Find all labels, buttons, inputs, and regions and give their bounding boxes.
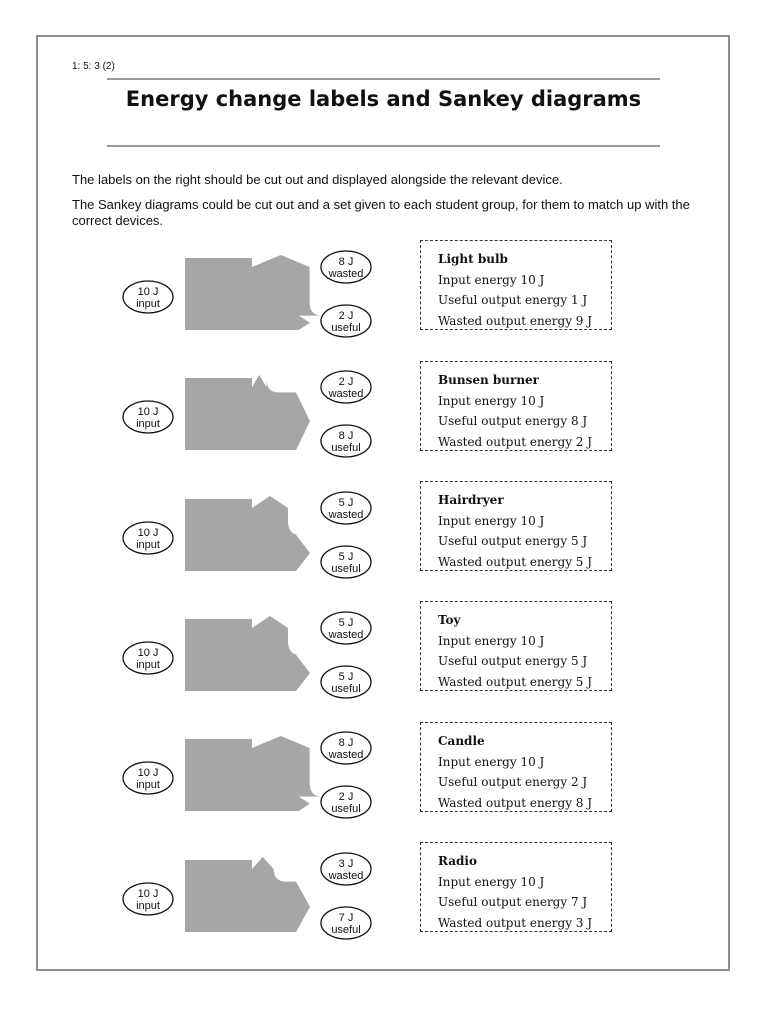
wasted-output-text: Wasted output energy 8 J [438, 795, 593, 810]
useful-output-text: Useful output energy 8 J [438, 414, 588, 428]
energy-label-candle [420, 722, 612, 812]
wasted-output-text: Wasted output energy 5 J [438, 674, 593, 689]
sankey-svg [110, 486, 380, 591]
sankey-diagram [110, 245, 380, 350]
useful-energy-bubble [321, 907, 371, 939]
input-energy-text: Input energy 10 J [438, 272, 545, 287]
input-energy-text: Input energy 10 J [438, 754, 545, 769]
input-energy-text: Input energy 10 J [438, 513, 545, 528]
wasted-output-text: Wasted output energy 5 J [438, 554, 593, 569]
wasted-energy-bubble [321, 492, 371, 524]
energy-label-toy [420, 601, 612, 691]
input-energy-text: Input energy 10 J [438, 393, 545, 408]
sankey-diagram [110, 847, 380, 952]
input-energy-bubble-text: input [136, 659, 160, 671]
wasted-energy-bubble-text: 5 J [338, 617, 354, 629]
wasted-energy-bubble-text: wasted [328, 629, 364, 641]
title-rule-top [107, 78, 660, 80]
wasted-energy-bubble-text: wasted [328, 268, 364, 280]
wasted-output-text: Wasted output energy 2 J [438, 434, 593, 449]
intro-paragraph-1: The labels on the right should be cut out and displayed alongside the relevant device. [72, 172, 563, 187]
wasted-energy-bubble-text: wasted [328, 509, 364, 521]
useful-energy-bubble-text: 5 J [338, 551, 354, 563]
wasted-energy-bubble [321, 853, 371, 885]
wasted-output-text: Wasted output energy 9 J [438, 313, 593, 328]
wasted-energy-bubble [321, 732, 371, 764]
useful-output-text: Useful output energy 5 J [438, 534, 588, 548]
input-energy-bubble-text: 10 J [137, 888, 159, 900]
wasted-energy-bubble-text: 3 J [338, 858, 354, 870]
useful-output-text: Useful output energy 7 J [438, 895, 588, 909]
sankey-svg [110, 365, 380, 470]
sankey-flow-shape [185, 736, 322, 811]
wasted-energy-bubble [321, 251, 371, 283]
useful-output-text: Useful output energy 5 J [438, 654, 588, 668]
sankey-flow-shape [185, 496, 310, 571]
page-title: Energy change labels and Sankey diagrams [125, 87, 642, 111]
device-name: Bunsen burner [438, 373, 540, 387]
input-energy-bubble [123, 281, 173, 313]
wasted-energy-bubble-text: 5 J [338, 497, 354, 509]
wasted-energy-bubble [321, 371, 371, 403]
sankey-flow-shape [185, 255, 322, 330]
useful-output-text: Useful output energy 1 J [438, 293, 588, 307]
input-energy-bubble [123, 762, 173, 794]
input-energy-bubble-text: 10 J [137, 406, 159, 418]
input-energy-bubble-text: input [136, 539, 160, 551]
useful-energy-bubble-text: 7 J [338, 912, 354, 924]
input-energy-bubble-text: input [136, 900, 160, 912]
input-energy-bubble-text: input [136, 418, 160, 430]
useful-energy-bubble-text: 8 J [338, 430, 354, 442]
useful-energy-bubble [321, 425, 371, 457]
input-energy-bubble-text: input [136, 779, 160, 791]
useful-energy-bubble-text: useful [331, 803, 361, 815]
energy-label-radio [420, 842, 612, 932]
input-energy-bubble-text: 10 J [137, 647, 159, 659]
sankey-diagram [110, 606, 380, 711]
useful-energy-bubble-text: useful [331, 563, 361, 575]
input-energy-bubble-text: 10 J [137, 767, 159, 779]
energy-label-bunsen-burner [420, 361, 612, 451]
wasted-output-text: Wasted output energy 3 J [438, 915, 593, 930]
wasted-energy-bubble-text: wasted [328, 749, 364, 761]
input-energy-text: Input energy 10 J [438, 633, 545, 648]
useful-energy-bubble-text: useful [331, 442, 361, 454]
useful-energy-bubble-text: 2 J [338, 310, 354, 322]
device-name: Toy [438, 613, 461, 627]
input-energy-bubble-text: input [136, 298, 160, 310]
input-energy-bubble-text: 10 J [137, 286, 159, 298]
input-energy-bubble [123, 883, 173, 915]
input-energy-bubble-text: 10 J [137, 527, 159, 539]
useful-energy-bubble [321, 786, 371, 818]
device-name: Radio [438, 854, 477, 868]
sankey-svg [110, 606, 380, 711]
device-name: Light bulb [438, 252, 508, 266]
sankey-svg [110, 726, 380, 831]
sankey-svg [110, 847, 380, 952]
wasted-energy-bubble-text: 8 J [338, 737, 354, 749]
energy-label-light-bulb [420, 240, 612, 330]
useful-energy-bubble-text: useful [331, 322, 361, 334]
useful-energy-bubble [321, 546, 371, 578]
useful-energy-bubble-text: 5 J [338, 671, 354, 683]
useful-energy-bubble-text: useful [331, 683, 361, 695]
input-energy-bubble [123, 401, 173, 433]
sankey-flow-shape [185, 375, 310, 450]
useful-energy-bubble [321, 305, 371, 337]
sankey-flow-shape [185, 857, 310, 932]
intro-paragraph-2: The Sankey diagrams could be cut out and a set given to each student group, for them to match up with the correct devices. [72, 197, 690, 228]
device-name: Hairdryer [438, 493, 504, 507]
energy-label-hairdryer [420, 481, 612, 571]
page-reference: 1: 5: 3 (2) [72, 61, 115, 72]
wasted-energy-bubble-text: 8 J [338, 256, 354, 268]
wasted-energy-bubble-text: wasted [328, 870, 364, 882]
sankey-diagram [110, 726, 380, 831]
useful-energy-bubble-text: useful [331, 924, 361, 936]
useful-output-text: Useful output energy 2 J [438, 775, 588, 789]
wasted-energy-bubble-text: 2 J [338, 376, 354, 388]
sankey-svg [110, 245, 380, 350]
wasted-energy-bubble-text: wasted [328, 388, 364, 400]
input-energy-bubble [123, 522, 173, 554]
sankey-diagram [110, 486, 380, 591]
sankey-flow-shape [185, 616, 310, 691]
title-rule-bottom [107, 145, 660, 147]
wasted-energy-bubble [321, 612, 371, 644]
sankey-diagram [110, 365, 380, 470]
useful-energy-bubble-text: 2 J [338, 791, 354, 803]
input-energy-bubble [123, 642, 173, 674]
device-name: Candle [438, 734, 485, 748]
input-energy-text: Input energy 10 J [438, 874, 545, 889]
useful-energy-bubble [321, 666, 371, 698]
